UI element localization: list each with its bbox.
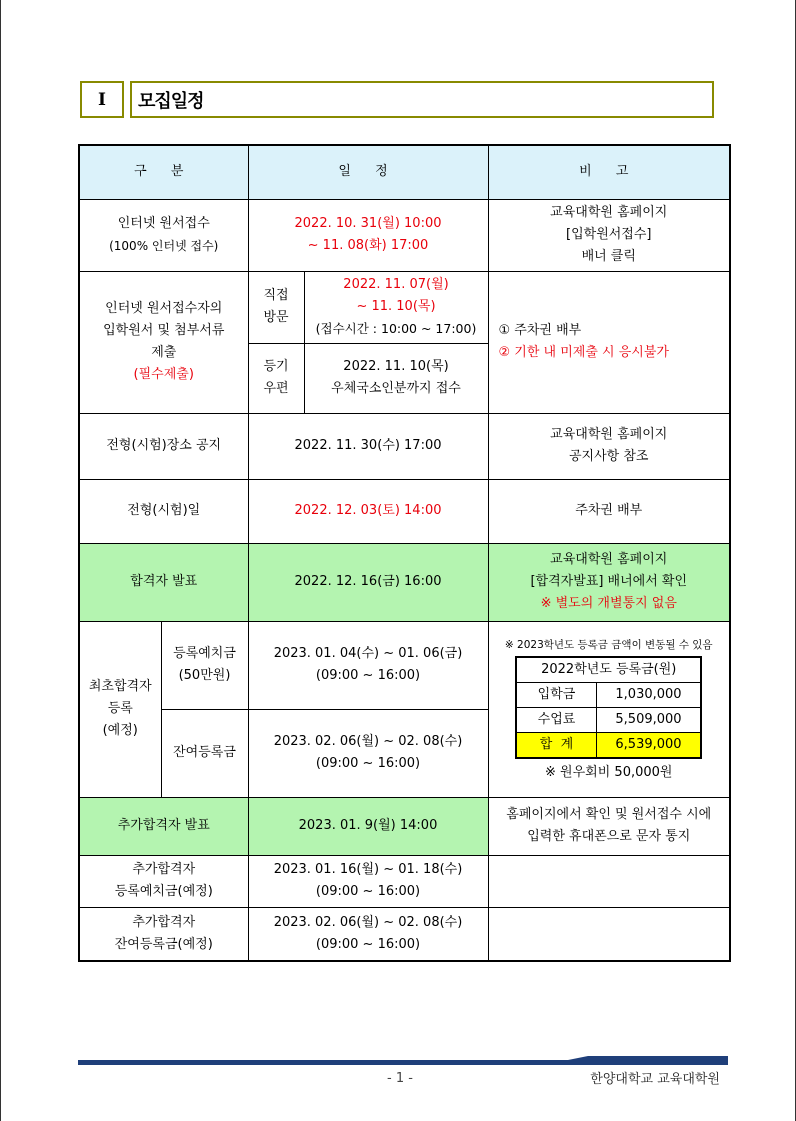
section-number: Ⅰ	[80, 81, 124, 118]
page-number: - 1 -	[387, 1071, 413, 1086]
date-line: 2023. 01. 16(월) ~ 01. 18(수)	[273, 862, 463, 877]
footer-rule-bar	[78, 1060, 728, 1065]
table-row	[79, 479, 730, 543]
row-date: 2023. 01. 9(월) 14:00	[248, 797, 488, 855]
note-line: 입력한 휴대폰으로 문자 통지	[527, 829, 691, 844]
header-schedule: 일 정	[248, 145, 488, 199]
sub-label-line: 직접	[263, 288, 289, 303]
sub-label-line: 등기	[263, 359, 289, 374]
fee-amount: 6,539,000	[596, 732, 701, 758]
section-title-box	[130, 81, 714, 118]
row-label	[79, 907, 248, 961]
note-line: [합격자발표] 배너에서 확인	[530, 574, 688, 589]
row-date	[248, 855, 488, 907]
row-date: 2022. 11. 30(수) 17:00	[248, 413, 488, 479]
fee-amount: 1,030,000	[596, 682, 701, 707]
balance-date	[248, 709, 488, 797]
balance-label: 잔여등록금	[161, 709, 248, 797]
row-label-line: (필수제출)	[133, 367, 194, 382]
table-row	[79, 855, 730, 907]
date-line: 2023. 02. 06(월) ~ 02. 08(수)	[273, 914, 463, 930]
row-label: 합격자 발표	[79, 543, 248, 621]
date-line: ~ 11. 10(목)	[356, 299, 436, 314]
date-line: (09:00 ~ 16:00)	[315, 668, 421, 683]
row-label-line: 등록예치금(예정)	[114, 884, 213, 899]
row-label-line: (100% 인터넷 접수)	[109, 239, 219, 253]
table-row	[79, 413, 730, 479]
row-date	[248, 907, 488, 961]
row-label-line: 인터넷 원서접수	[117, 216, 210, 231]
fee-row	[516, 707, 701, 732]
row-label	[79, 271, 248, 413]
date-line: 2022. 11. 10(목)	[343, 359, 449, 374]
fee-name: 입학금	[516, 682, 596, 707]
row-date	[248, 199, 488, 271]
visit-label	[248, 271, 304, 343]
row-note	[488, 797, 730, 855]
row-label-line: 입학원서 및 첨부서류	[103, 323, 225, 338]
mail-label	[248, 343, 304, 413]
visit-date	[304, 271, 488, 343]
date-line: (09:00 ~ 16:00)	[315, 884, 421, 899]
note-line: [입학원서접수]	[566, 227, 652, 242]
note-line: ② 기한 내 미제출 시 응시불가	[498, 345, 669, 360]
date-line: 우체국소인분까지 접수	[331, 381, 461, 396]
row-note	[488, 855, 730, 907]
note-line: 배너 클릭	[581, 249, 636, 264]
row-note	[488, 543, 730, 621]
row-label-line: (예정)	[102, 723, 138, 738]
date-line: (접수시간 : 10:00 ~ 17:00)	[315, 321, 477, 336]
header-category: 구 분	[79, 145, 248, 199]
row-note	[488, 199, 730, 271]
fee-table	[515, 656, 702, 759]
date-line: ~ 11. 08(화) 17:00	[307, 238, 429, 253]
row-note	[488, 271, 730, 413]
deposit-date	[248, 621, 488, 709]
table-row	[79, 797, 730, 855]
row-label	[79, 855, 248, 907]
date-line: 2022. 10. 31(월) 10:00	[294, 216, 442, 231]
date-line: 2023. 02. 06(월) ~ 02. 08(수)	[273, 734, 463, 749]
row-label-line: 등록	[107, 701, 133, 716]
fee-name: 수업료	[516, 707, 596, 732]
section-header	[80, 81, 714, 118]
table-header-row	[79, 145, 730, 199]
footer-organization: 한양대학교 교육대학원	[590, 1072, 720, 1087]
row-label-line: 인터넷 원서접수자의	[105, 301, 223, 316]
row-label-line: 최초합격자	[88, 679, 152, 694]
date-line: (09:00 ~ 16:00)	[315, 936, 421, 952]
sub-label-line: 우편	[263, 381, 289, 396]
sub-label-line: 방문	[263, 310, 289, 325]
table-row	[79, 907, 730, 961]
sub-label-line: 등록예치금	[173, 646, 236, 661]
row-label-line: 추가합격자	[132, 914, 196, 930]
table-row	[79, 543, 730, 621]
fee-name: 합 계	[516, 732, 596, 758]
deposit-label	[161, 621, 248, 709]
row-date: 2022. 12. 16(금) 16:00	[248, 543, 488, 621]
note-line: 공지사항 참조	[569, 449, 649, 464]
fee-wrap	[491, 635, 728, 784]
fee-note: ※ 2023학년도 등록금 금액이 변동될 수 있음	[504, 638, 713, 651]
note-line: ※ 별도의 개별통지 없음	[540, 596, 677, 611]
row-label-line: 제출	[151, 345, 177, 360]
header-remarks: 비 고	[488, 145, 730, 199]
row-label: 전형(시험)일	[79, 479, 248, 543]
row-date: 2022. 12. 03(토) 14:00	[248, 479, 488, 543]
row-label	[79, 621, 161, 797]
note-line: 홈페이지에서 확인 및 원서접수 시에	[506, 807, 712, 822]
row-label	[79, 199, 248, 271]
row-label: 추가합격자 발표	[79, 797, 248, 855]
table-row	[79, 199, 730, 271]
date-line: (09:00 ~ 16:00)	[315, 756, 421, 771]
row-note: 주차권 배부	[488, 479, 730, 543]
section-title: 모집일정	[138, 90, 204, 112]
fee-cell	[488, 621, 730, 797]
table-row	[79, 271, 730, 343]
date-line: 2023. 01. 04(수) ~ 01. 06(금)	[273, 646, 463, 661]
row-label-line: 잔여등록금(예정)	[114, 936, 213, 952]
fee-extra: ※ 원우회비 50,000원	[545, 764, 673, 780]
table-row	[79, 621, 730, 709]
mail-date	[304, 343, 488, 413]
note-line: ① 주차권 배부	[498, 323, 582, 338]
row-label: 전형(시험)장소 공지	[79, 413, 248, 479]
note-line: 교육대학원 홈페이지	[550, 205, 668, 220]
fee-amount: 5,509,000	[596, 707, 701, 732]
date-line: 2022. 11. 07(월)	[343, 277, 449, 292]
row-note	[488, 413, 730, 479]
note-line: 교육대학원 홈페이지	[550, 552, 668, 567]
fee-total-row	[516, 732, 701, 758]
fee-title: 2022학년도 등록금(원)	[516, 657, 701, 683]
sub-label-line: (50만원)	[178, 668, 231, 683]
note-line: 교육대학원 홈페이지	[550, 427, 668, 442]
row-label-line: 추가합격자	[132, 862, 196, 877]
row-note	[488, 907, 730, 961]
schedule-table	[78, 144, 731, 962]
fee-row	[516, 682, 701, 707]
footer-rule	[78, 1056, 728, 1068]
fee-title-row	[516, 657, 701, 683]
